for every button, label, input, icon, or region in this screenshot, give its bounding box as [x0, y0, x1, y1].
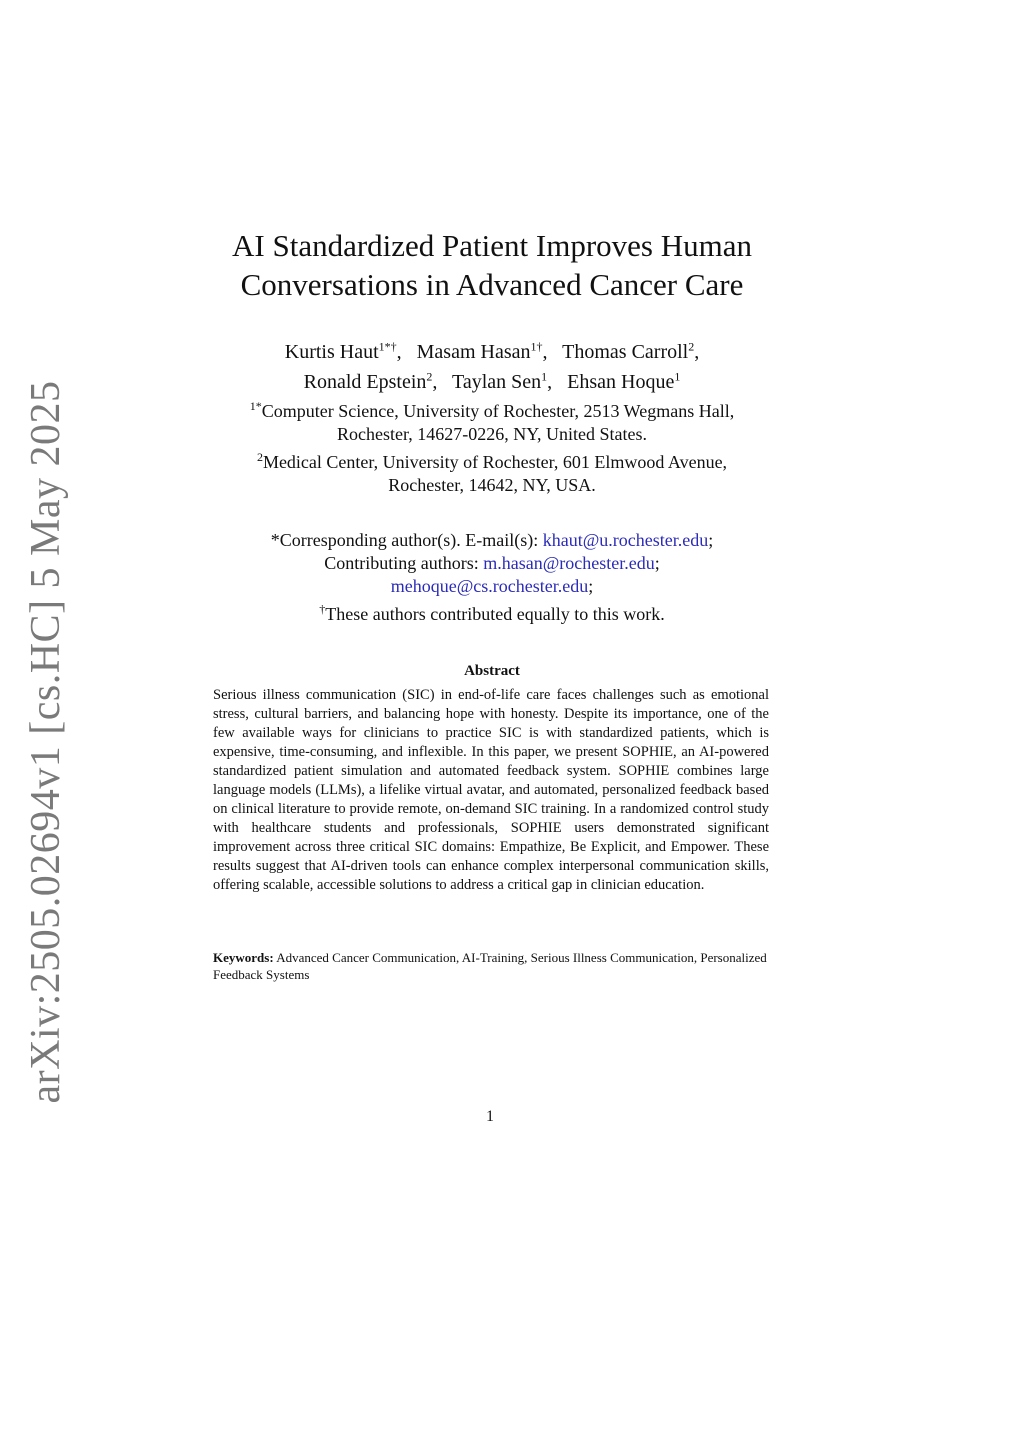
author: Masam Hasan$^{1\dagger}$, — [416, 339, 548, 363]
author: Ronald Epstein$^2$, — [303, 369, 438, 394]
affiliations — [200, 395, 784, 497]
contributing-authors-line-2: mehoque@cs.rochester.edu; — [390, 576, 594, 596]
corresponding-email-link[interactable]: khaut@u.rochester.edu — [542, 530, 709, 550]
title-line-2: Conversations in Advanced Cancer Care — [240, 267, 744, 302]
abstract-heading: Abstract — [464, 663, 520, 679]
keywords-label: Keywords: — [213, 950, 274, 965]
affiliation-1-line-1: $^{1*}$Computer Science, University of Rochester, 2513 Wegmans Hall, — [249, 399, 735, 421]
author: Kurtis Haut$^{1*\dagger}$, — [284, 339, 402, 363]
author: Taylan Sen$^1$, — [452, 369, 553, 394]
author-line-1 — [212, 334, 772, 365]
corresponding-author-line: *Corresponding author(s). E-mail(s): khaut@u.rochester.edu; — [270, 530, 714, 550]
author: Thomas Carroll$^2$, — [562, 339, 700, 363]
affiliation-1-line-2: Rochester, 14627-0226, NY, United States. — [337, 424, 647, 444]
abstract-text: Serious illness communication (SIC) in end-of-life care faces challenges such as emotional stress, cultural barriers, and balancing hope with honesty. Despite its importance, one of the few available ways for clinicians to practice SIC is with standardized patients, which is expensive, time-consuming, and inflexible. In this paper, we present SOPHIE, an AI-powered standardized patient simulation and automated feedback system. SOPHIE combines large language models (LLMs), a lifelike virtual avatar, and automated, personalized feedback based on clinical literature to provide remote, on-demand SIC training. In a randomized control study with healthcare students and professionals, SOPHIE users demonstrated significant improvement across three critical SIC domains: Empathize, Be Explicit, and Empower. These results suggest that AI-driven tools can enhance complex interpersonal communication skills, offering scalable, accessible solutions to address a critical gap in clinician education. — [213, 687, 769, 893]
affiliation-2-line-1: $^2$Medical Center, University of Rochester, 601 Elmwood Avenue, — [256, 450, 728, 472]
contributing-email-link[interactable]: mehoque@cs.rochester.edu — [390, 576, 589, 596]
equal-contribution-note: †These authors contributed equally to this work. — [319, 602, 665, 624]
keywords — [213, 949, 769, 983]
contributing-authors-line: Contributing authors: m.hasan@rochester.edu; — [324, 553, 660, 573]
author-line-2 — [212, 365, 772, 396]
author: Ehsan Hoque$^1$ — [567, 369, 681, 394]
paper-title — [212, 226, 772, 304]
contact-info — [200, 529, 784, 626]
title-line-1: AI Standardized Patient Improves Human — [232, 228, 752, 263]
keywords-text: Advanced Cancer Communication, AI-Training, Serious Illness Communication, Personalized Feedback Systems — [213, 950, 767, 982]
arxiv-identifier-stamp: arXiv:2505.02694v1 [cs.HC] 5 May 2025 — [23, 380, 69, 1104]
contributing-email-link[interactable]: m.hasan@rochester.edu — [483, 553, 655, 573]
author-list — [212, 334, 772, 395]
page-number: 1 — [486, 1108, 494, 1125]
affiliation-2-line-2: Rochester, 14642, NY, USA. — [388, 475, 596, 495]
